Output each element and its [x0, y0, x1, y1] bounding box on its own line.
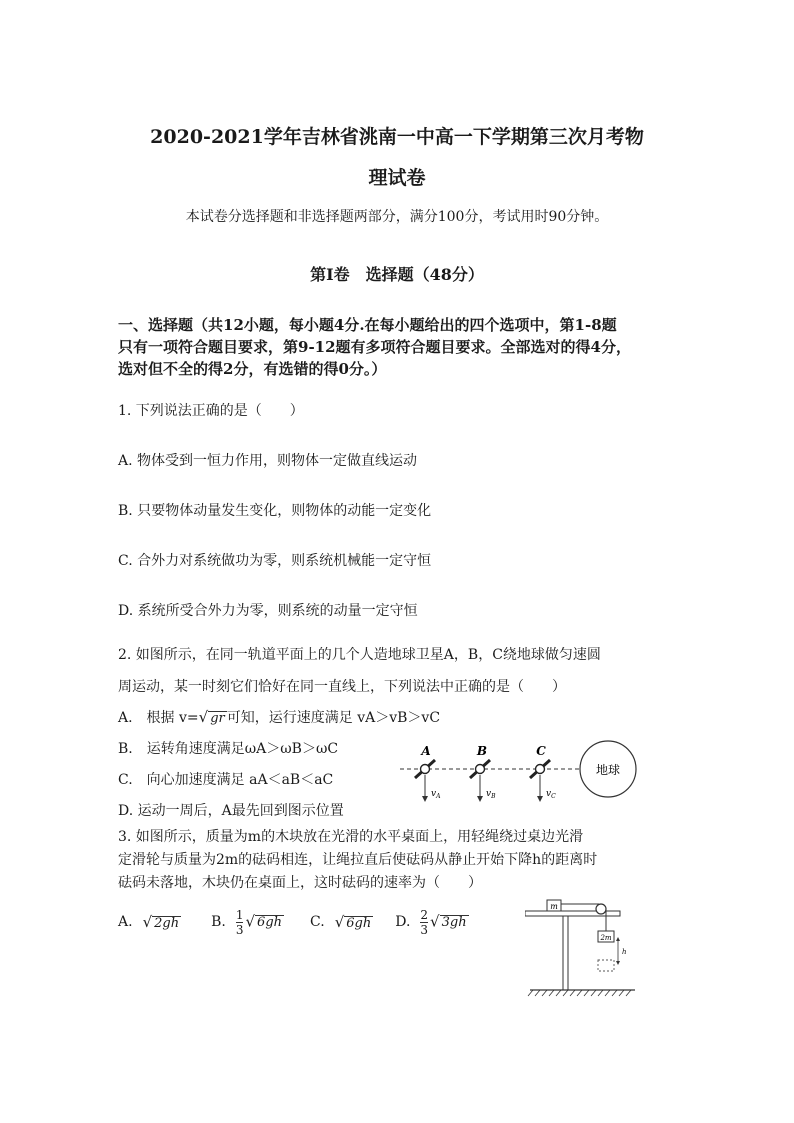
velocity-b-label: $v_B$ [486, 789, 496, 800]
q3-option-d: $\frac{2}{3}$ √ 3gh [420, 907, 467, 937]
q3-option-d-radicand: 3gh [441, 915, 467, 930]
q3-option-c: √ 6gh [334, 913, 372, 931]
q2-stem-line2: 周运动，某一时刻它们恰好在同一直线上，下列说法中正确的是（ ） [118, 679, 566, 695]
q2-stem-line1: 2. 如图所示，在同一轨道平面上的几个人造地球卫星A，B，C绕地球做匀速圆 [118, 647, 601, 663]
q3-option-a-label: A. [118, 914, 133, 930]
q3-stem-line2: 定滑轮与质量为2m的砝码相连，让绳拉直后使砝码从静止开始下降h的距离时 [118, 852, 598, 868]
weight-label: 2m [600, 934, 612, 942]
q3-option-d-label: D. [395, 914, 411, 930]
pulley-wheel [596, 904, 606, 914]
satellite-a-label: A [421, 744, 431, 758]
height-label: h [622, 948, 627, 956]
block-label: m [550, 902, 558, 911]
satellite-c [530, 744, 556, 802]
q3-option-c-label: C. [310, 914, 325, 930]
q3-option-a-radicand: 2gh [154, 916, 180, 931]
satellite-b [470, 744, 496, 802]
q3-option-b-label: B. [211, 914, 226, 930]
q1-option-a: A. 物体受到一恒力作用，则物体一定做直线运动 [118, 453, 418, 469]
section-instructions [118, 314, 688, 380]
q3-option-d-fraction: $\frac{2}{3}$ [420, 907, 429, 937]
satellite-a [415, 744, 441, 802]
weight-final-position [598, 960, 614, 971]
q2-option-a-suffix: 可知，运行速度满足 vA＞vB＞vC [226, 710, 441, 726]
q2-option-a-prefix: A. 根据 v= [118, 710, 199, 726]
q3-stem-line1: 3. 如图所示，质量为m的木块放在光滑的水平桌面上，用轻绳绕过桌边光滑 [118, 829, 584, 845]
q3-option-b-fraction: $\frac{1}{3}$ [235, 907, 244, 937]
q3-options [118, 902, 469, 942]
q3-option-c-radicand: 6gh [346, 916, 372, 931]
pulley-diagram [525, 895, 655, 1000]
q3-stem-line3: 砝码未落地，木块仍在桌面上，这时砝码的速率为（ ） [118, 875, 482, 891]
q2-option-d: D. 运动一周后，A最先回到图示位置 [118, 803, 344, 819]
q1-option-c: C. 合外力对系统做功为零，则系统机械能一定守恒 [118, 553, 432, 569]
velocity-c-label: $v_C$ [546, 789, 556, 800]
q2-option-a: A. 根据 v=√ gr 可知，运行速度满足 vA＞vB＞vC [118, 708, 441, 726]
q2-option-b: B. 运转角速度满足ωA＞ωB＞ωC [118, 741, 339, 757]
paper-intro: 本试卷分选择题和非选择题两部分，满分100分，考试用时90分钟。 [185, 209, 609, 225]
q1-stem: 1. 下列说法正确的是（ ） [118, 403, 304, 419]
q2-option-c: C. 向心加速度满足 aA＜aB＜aC [118, 772, 334, 788]
paper-title-line2: 理试卷 [368, 167, 426, 189]
earth-label: 地球 [595, 763, 621, 777]
satellite-diagram [395, 738, 640, 808]
q3-option-a: √ 2gh [142, 913, 180, 931]
ground-hatching [528, 990, 631, 996]
instruction-line: 只有一项符合题目要求，第9-12题有多项符合题目要求。全部选对的得4分， [118, 338, 631, 356]
satellite-b-label: B [476, 744, 488, 758]
paper-title-line1: 2020-2021学年吉林省洮南一中高一下学期第三次月考物 [150, 126, 644, 148]
instruction-line: 一、选择题（共12小题，每小题4分.在每小题给出的四个选项中，第1-8题 [118, 316, 617, 334]
velocity-a-label: $v_A$ [431, 789, 441, 800]
instruction-line: 选对但不全的得2分，有选错的得0分。） [118, 360, 387, 378]
q1-option-d: D. 系统所受合外力为零，则系统的动量一定守恒 [118, 603, 418, 619]
q2-option-a-radicand: gr [210, 711, 225, 726]
q1-option-b: B. 只要物体动量发生变化，则物体的动能一定变化 [118, 503, 432, 519]
q3-option-b-radicand: 6gh [257, 915, 283, 930]
q3-option-b: $\frac{1}{3}$ √ 6gh [235, 907, 283, 937]
section-title: 第Ⅰ卷 选择题（48分） [310, 265, 484, 284]
satellite-c-label: C [536, 744, 546, 758]
